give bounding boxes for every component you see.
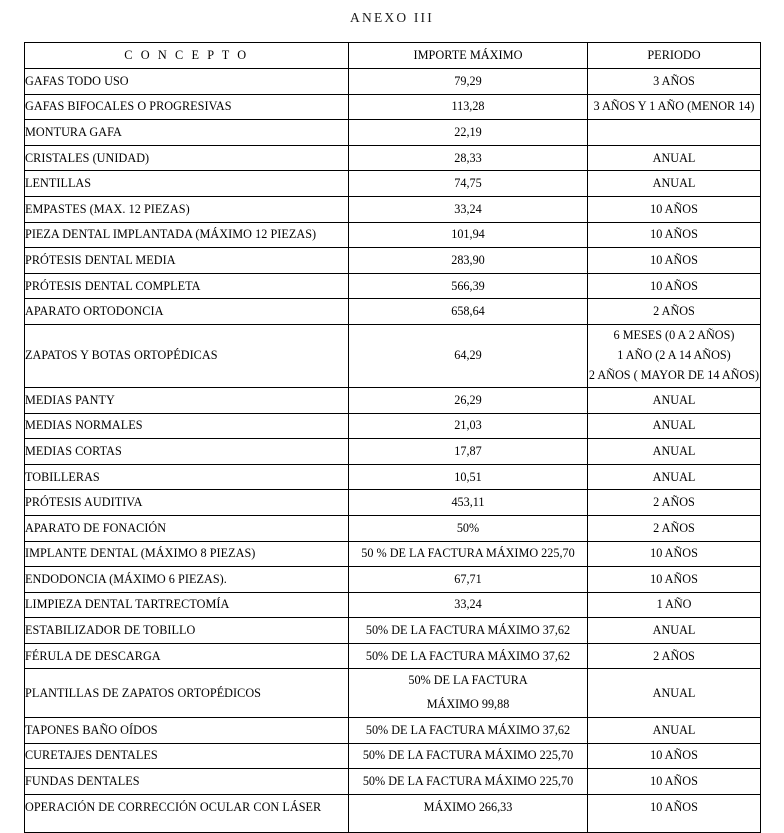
- cell-periodo: 2 AÑOS: [588, 515, 761, 541]
- table-row: [25, 541, 761, 567]
- cell-concepto: OPERACIÓN DE CORRECCIÓN OCULAR CON LÁSER: [25, 794, 349, 832]
- table-row: [25, 196, 761, 222]
- cell-periodo: 10 AÑOS: [588, 541, 761, 567]
- cell-concepto: FÉRULA DE DESCARGA: [25, 643, 349, 669]
- cell-importe: 28,33: [349, 145, 588, 171]
- cell-concepto: TOBILLERAS: [25, 464, 349, 490]
- cell-concepto: TAPONES BAÑO OÍDOS: [25, 718, 349, 744]
- cell-periodo: ANUAL: [588, 464, 761, 490]
- cell-importe: 283,90: [349, 248, 588, 274]
- cell-importe: 50% DE LA FACTURA MÁXIMO 37,62: [349, 718, 588, 744]
- page-title: ANEXO III: [350, 10, 434, 25]
- column-header-concepto: C O N C E P T O: [25, 43, 349, 69]
- table-row: [25, 413, 761, 439]
- cell-periodo: ANUAL: [588, 618, 761, 644]
- cell-periodo: ANUAL: [588, 171, 761, 197]
- table-row: [25, 769, 761, 795]
- column-header-periodo: PERIODO: [588, 43, 761, 69]
- cell-importe: 33,24: [349, 196, 588, 222]
- cell-importe: 50% DE LA FACTURA MÁXIMO 37,62: [349, 618, 588, 644]
- table-row: [25, 439, 761, 465]
- cell-concepto: PLANTILLAS DE ZAPATOS ORTOPÉDICOS: [25, 669, 349, 718]
- cell-periodo: 10 AÑOS: [588, 222, 761, 248]
- table-header-row: [25, 43, 761, 69]
- cell-concepto: CRISTALES (UNIDAD): [25, 145, 349, 171]
- cell-importe: 658,64: [349, 299, 588, 325]
- cell-importe: 50% DE LA FACTURA MÁXIMO 225,70: [349, 769, 588, 795]
- table-row: [25, 643, 761, 669]
- cell-periodo: ANUAL: [588, 718, 761, 744]
- table-row: [25, 669, 761, 718]
- table-row: [25, 171, 761, 197]
- cell-concepto: APARATO DE FONACIÓN: [25, 515, 349, 541]
- cell-periodo: 10 AÑOS: [588, 196, 761, 222]
- cell-importe: 453,11: [349, 490, 588, 516]
- table-row: [25, 248, 761, 274]
- table-row: [25, 324, 761, 387]
- cell-concepto: MEDIAS NORMALES: [25, 413, 349, 439]
- cell-importe-line: MÁXIMO 99,88: [426, 697, 510, 712]
- cell-importe: MÁXIMO 266,33: [349, 794, 588, 832]
- anexo-table-container: [24, 42, 760, 833]
- table-row: [25, 222, 761, 248]
- cell-periodo: 10 AÑOS: [588, 769, 761, 795]
- cell-periodo: ANUAL: [588, 145, 761, 171]
- cell-importe: 50%: [349, 515, 588, 541]
- table-row: [25, 567, 761, 593]
- cell-periodo: 2 AÑOS: [588, 299, 761, 325]
- cell-periodo-line: 1 AÑO (2 A 14 AÑOS): [617, 348, 731, 363]
- cell-importe: 22,19: [349, 120, 588, 146]
- cell-importe: 50% DE LA FACTURA MÁXIMO 225,70: [349, 743, 588, 769]
- cell-concepto: ESTABILIZADOR DE TOBILLO: [25, 618, 349, 644]
- cell-periodo-line: 6 MESES (0 A 2 AÑOS): [613, 328, 735, 343]
- cell-concepto: GAFAS TODO USO: [25, 69, 349, 95]
- cell-periodo-line: 2 AÑOS ( MAYOR DE 14 AÑOS): [588, 367, 760, 382]
- cell-importe: 64,29: [349, 324, 588, 387]
- cell-importe: 113,28: [349, 94, 588, 120]
- cell-concepto: PRÓTESIS DENTAL COMPLETA: [25, 273, 349, 299]
- cell-periodo: 10 AÑOS: [588, 567, 761, 593]
- cell-importe: 50% DE LA FACTURA MÁXIMO 37,62: [349, 643, 588, 669]
- cell-periodo: [588, 324, 761, 387]
- cell-importe-line: 50% DE LA FACTURA: [408, 673, 528, 688]
- cell-periodo: ANUAL: [588, 439, 761, 465]
- table-row: [25, 145, 761, 171]
- cell-concepto: GAFAS BIFOCALES O PROGRESIVAS: [25, 94, 349, 120]
- cell-periodo: 3 AÑOS: [588, 69, 761, 95]
- table-row: [25, 120, 761, 146]
- table-row: [25, 94, 761, 120]
- cell-importe: 21,03: [349, 413, 588, 439]
- cell-concepto: PRÓTESIS AUDITIVA: [25, 490, 349, 516]
- cell-concepto: LIMPIEZA DENTAL TARTRECTOMÍA: [25, 592, 349, 618]
- cell-periodo: 2 AÑOS: [588, 490, 761, 516]
- table-row: [25, 743, 761, 769]
- table-row: [25, 718, 761, 744]
- cell-importe: 67,71: [349, 567, 588, 593]
- cell-concepto: IMPLANTE DENTAL (MÁXIMO 8 PIEZAS): [25, 541, 349, 567]
- cell-importe: 101,94: [349, 222, 588, 248]
- table-row: [25, 299, 761, 325]
- cell-periodo: 10 AÑOS: [588, 743, 761, 769]
- cell-importe: 10,51: [349, 464, 588, 490]
- table-row: [25, 69, 761, 95]
- cell-concepto: EMPASTES (MAX. 12 PIEZAS): [25, 196, 349, 222]
- table-row: [25, 387, 761, 413]
- cell-importe: 79,29: [349, 69, 588, 95]
- cell-concepto: MEDIAS CORTAS: [25, 439, 349, 465]
- table-row: [25, 618, 761, 644]
- cell-periodo: ANUAL: [588, 387, 761, 413]
- cell-concepto: APARATO ORTODONCIA: [25, 299, 349, 325]
- cell-concepto: CURETAJES DENTALES: [25, 743, 349, 769]
- cell-periodo: [588, 120, 761, 146]
- cell-concepto: LENTILLAS: [25, 171, 349, 197]
- table-row: [25, 592, 761, 618]
- cell-concepto: MEDIAS PANTY: [25, 387, 349, 413]
- cell-importe: 50 % DE LA FACTURA MÁXIMO 225,70: [349, 541, 588, 567]
- table-row: [25, 273, 761, 299]
- cell-concepto: PRÓTESIS DENTAL MEDIA: [25, 248, 349, 274]
- table-body: [25, 43, 761, 833]
- cell-concepto: FUNDAS DENTALES: [25, 769, 349, 795]
- cell-concepto: PIEZA DENTAL IMPLANTADA (MÁXIMO 12 PIEZAS): [25, 222, 349, 248]
- cell-importe: 33,24: [349, 592, 588, 618]
- cell-periodo: 1 AÑO: [588, 592, 761, 618]
- cell-periodo: 10 AÑOS: [588, 273, 761, 299]
- table-row: [25, 515, 761, 541]
- cell-periodo: ANUAL: [588, 669, 761, 718]
- table-row: [25, 490, 761, 516]
- benefits-table: [24, 42, 761, 833]
- cell-periodo: 3 AÑOS Y 1 AÑO (MENOR 14): [588, 94, 761, 120]
- table-row: [25, 464, 761, 490]
- cell-importe: 17,87: [349, 439, 588, 465]
- cell-concepto: MONTURA GAFA: [25, 120, 349, 146]
- cell-importe: 74,75: [349, 171, 588, 197]
- cell-periodo: ANUAL: [588, 413, 761, 439]
- cell-importe: [349, 669, 588, 718]
- cell-concepto: ZAPATOS Y BOTAS ORTOPÉDICAS: [25, 324, 349, 387]
- cell-periodo: 10 AÑOS: [588, 794, 761, 832]
- cell-importe: 566,39: [349, 273, 588, 299]
- column-header-importe: IMPORTE MÁXIMO: [349, 43, 588, 69]
- cell-importe: 26,29: [349, 387, 588, 413]
- table-row: [25, 794, 761, 832]
- cell-periodo: 2 AÑOS: [588, 643, 761, 669]
- cell-periodo: 10 AÑOS: [588, 248, 761, 274]
- cell-concepto: ENDODONCIA (MÁXIMO 6 PIEZAS).: [25, 567, 349, 593]
